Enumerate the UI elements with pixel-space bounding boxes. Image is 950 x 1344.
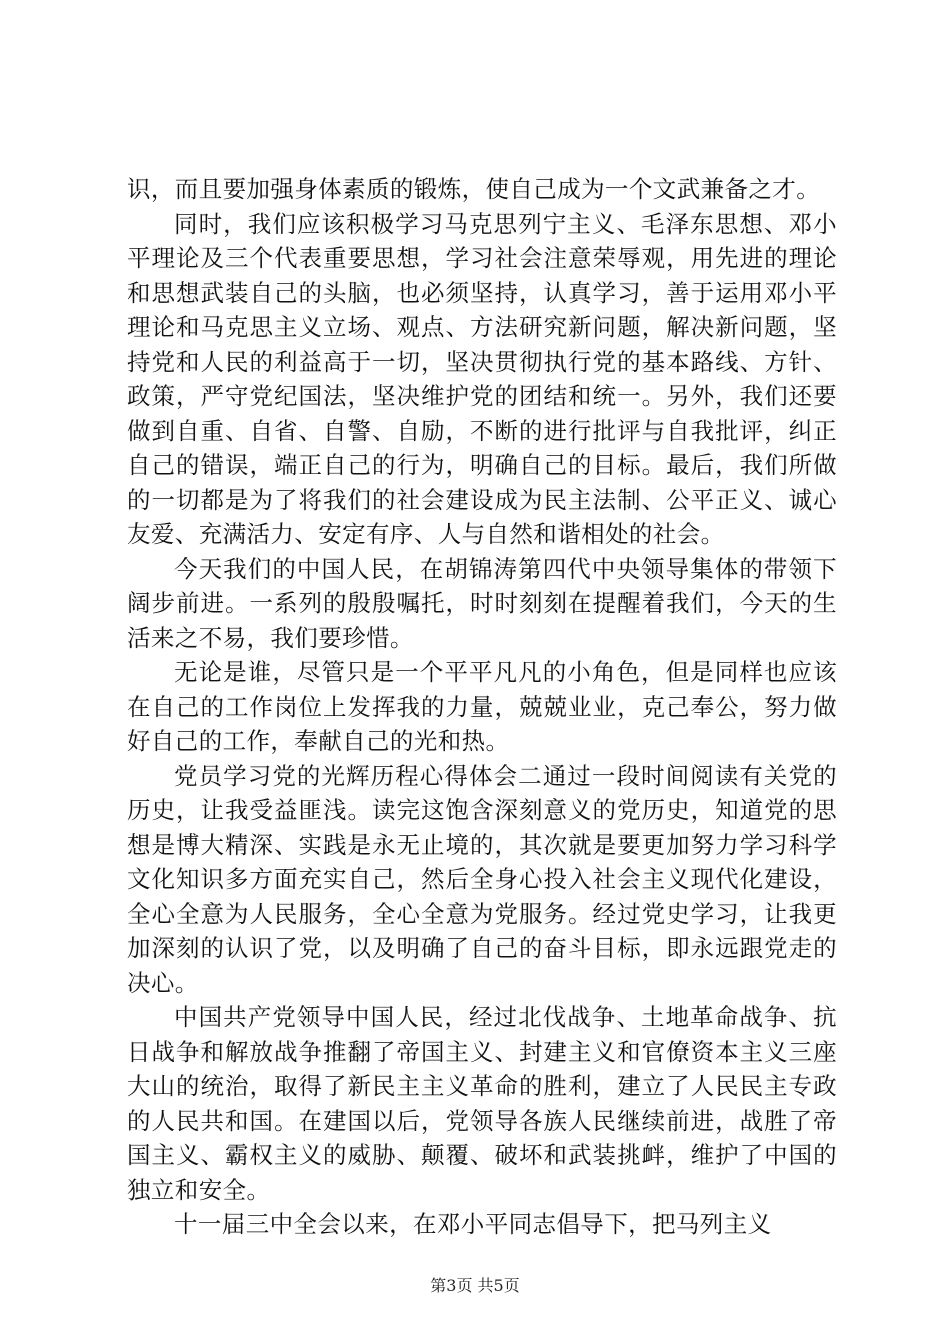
paragraph-4: 无论是谁，尽管只是一个平平凡凡的小角色，但是同样也应该在自己的工作岗位上发挥我的力量，兢兢业业，克己奉公，努力做好自己的工作，奉献自己的光和热。 (127, 658, 837, 755)
page-number-indicator: 第3页 共5页 (430, 1276, 520, 1295)
paragraph-2: 同时，我们应该积极学习马克思列宁主义、毛泽东思想、邓小平理论及三个代表重要思想，学习社会注意荣辱观，用先进的理论和思想武装自己的头脑，也必须坚持，认真学习，善于运用邓小平理论和马克思主义立场、观点、方法研究新问题，解决新问题，坚持党和人民的利益高于一切，坚决贯彻执行党的基本路线、方针、政策，严守党纪国法，坚决维护党的团结和统一。另外，我们还要做到自重、自省、自警、自励，不断的进行批评与自我批评，纠正自己的错误，端正自己的行为，明确自己的目标。最后，我们所做的一切都是为了将我们的社会建设成为民主法制、公平正义、诚心友爱、充满活力、安定有序、人与自然和谐相处的社会。 (127, 209, 837, 548)
paragraph-7: 十一届三中全会以来，在邓小平同志倡导下，把马列主义 (174, 1210, 772, 1238)
paragraph-6: 中国共产党领导中国人民，经过北伐战争、土地革命战争、抗日战争和解放战争推翻了帝国主义、封建主义和官僚资本主义三座大山的统治，取得了新民主主义革命的胜利，建立了人民民主专政的人民共和国。在建国以后，党领导各族人民继续前进，战胜了帝国主义、霸权主义的威胁、颠覆、破坏和武装挑衅，维护了中国的独立和安全。 (127, 1003, 837, 1204)
document-body (127, 172, 837, 1242)
paragraph-1: 识，而且要加强身体素质的锻炼，使自己成为一个文武兼备之才。 (127, 175, 821, 203)
paragraph-5: 党员学习党的光辉历程心得体会二通过一段时间阅读有关党的历史，让我受益匪浅。读完这饱含深刻意义的党历史，知道党的思想是博大精深、实践是永无止境的，其次就是要更加努力学习科学文化知识多方面充实自己，然后全身心投入社会主义现代化建设，全心全意为人民服务，全心全意为党服务。经过党史学习，让我更加深刻的认识了党，以及明确了自己的奋斗目标，即永远跟党走的决心。 (127, 761, 837, 997)
page-footer (0, 1276, 950, 1296)
paragraph-3: 今天我们的中国人民，在胡锦涛第四代中央领导集体的带领下阔步前进。一系列的殷殷嘱托，时时刻刻在提醒着我们，今天的生活来之不易，我们要珍惜。 (127, 554, 837, 652)
